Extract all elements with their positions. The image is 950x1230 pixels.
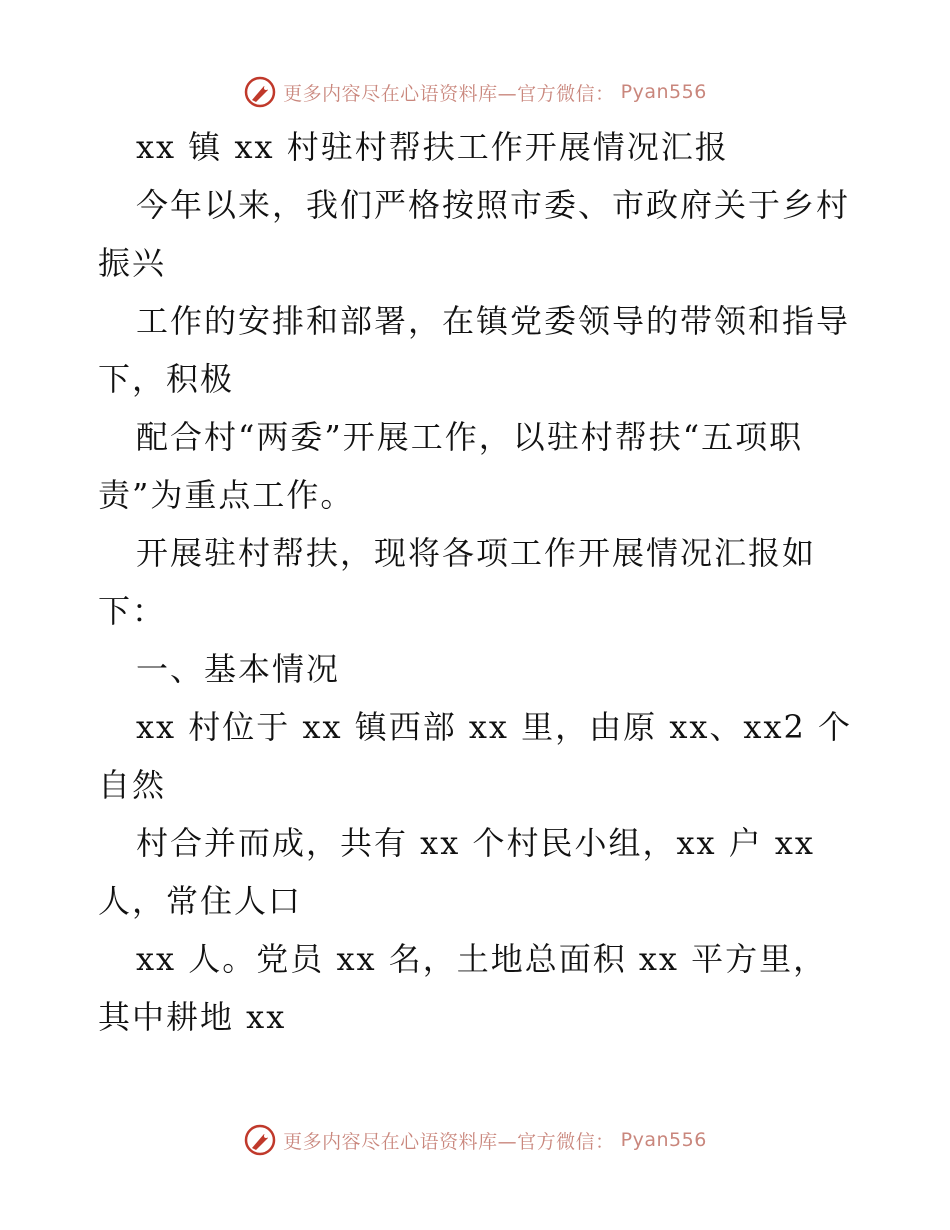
watermark-footer — [0, 1120, 950, 1160]
text-line: 下： — [98, 592, 167, 630]
text-line: 工作的安排和部署，在镇党委领导的带领和指导 — [136, 302, 851, 340]
watermark-account: Pyan556 — [620, 1129, 707, 1151]
text-line: 今年以来，我们严格按照市委、市政府关于乡村 — [136, 186, 851, 224]
text-line: 开展驻村帮扶，现将各项工作开展情况汇报如 — [136, 534, 817, 572]
text-line: 责”为重点工作。 — [98, 476, 355, 514]
text-line: xx 村位于 xx 镇西部 xx 里，由原 xx、xx2 个 — [136, 708, 853, 746]
pen-logo-icon — [243, 75, 277, 109]
text-line: 自然 — [98, 766, 167, 804]
watermark-text: 更多内容尽在心语资料库—官方微信： — [283, 1130, 615, 1153]
text-line: xx 人。党员 xx 名，土地总面积 xx 平方里， — [136, 940, 828, 978]
text-line: 人，常住人口 — [98, 882, 303, 920]
text-line: 振兴 — [98, 244, 167, 282]
text-line: 其中耕地 xx — [98, 998, 287, 1036]
watermark-header — [0, 72, 950, 112]
text-line: 配合村“两委”开展工作，以驻村帮扶“五项职 — [136, 418, 804, 456]
text-line: 村合并而成，共有 xx 个村民小组，xx 户 xx — [136, 824, 815, 862]
pen-logo-icon — [243, 1123, 277, 1157]
watermark-account: Pyan556 — [620, 81, 707, 103]
text-line: 下，积极 — [98, 360, 235, 398]
document-body — [98, 118, 858, 1046]
watermark-text: 更多内容尽在心语资料库—官方微信： — [283, 82, 615, 105]
section-heading: 一、基本情况 — [136, 650, 341, 688]
document-title: xx 镇 xx 村驻村帮扶工作开展情况汇报 — [136, 128, 729, 166]
